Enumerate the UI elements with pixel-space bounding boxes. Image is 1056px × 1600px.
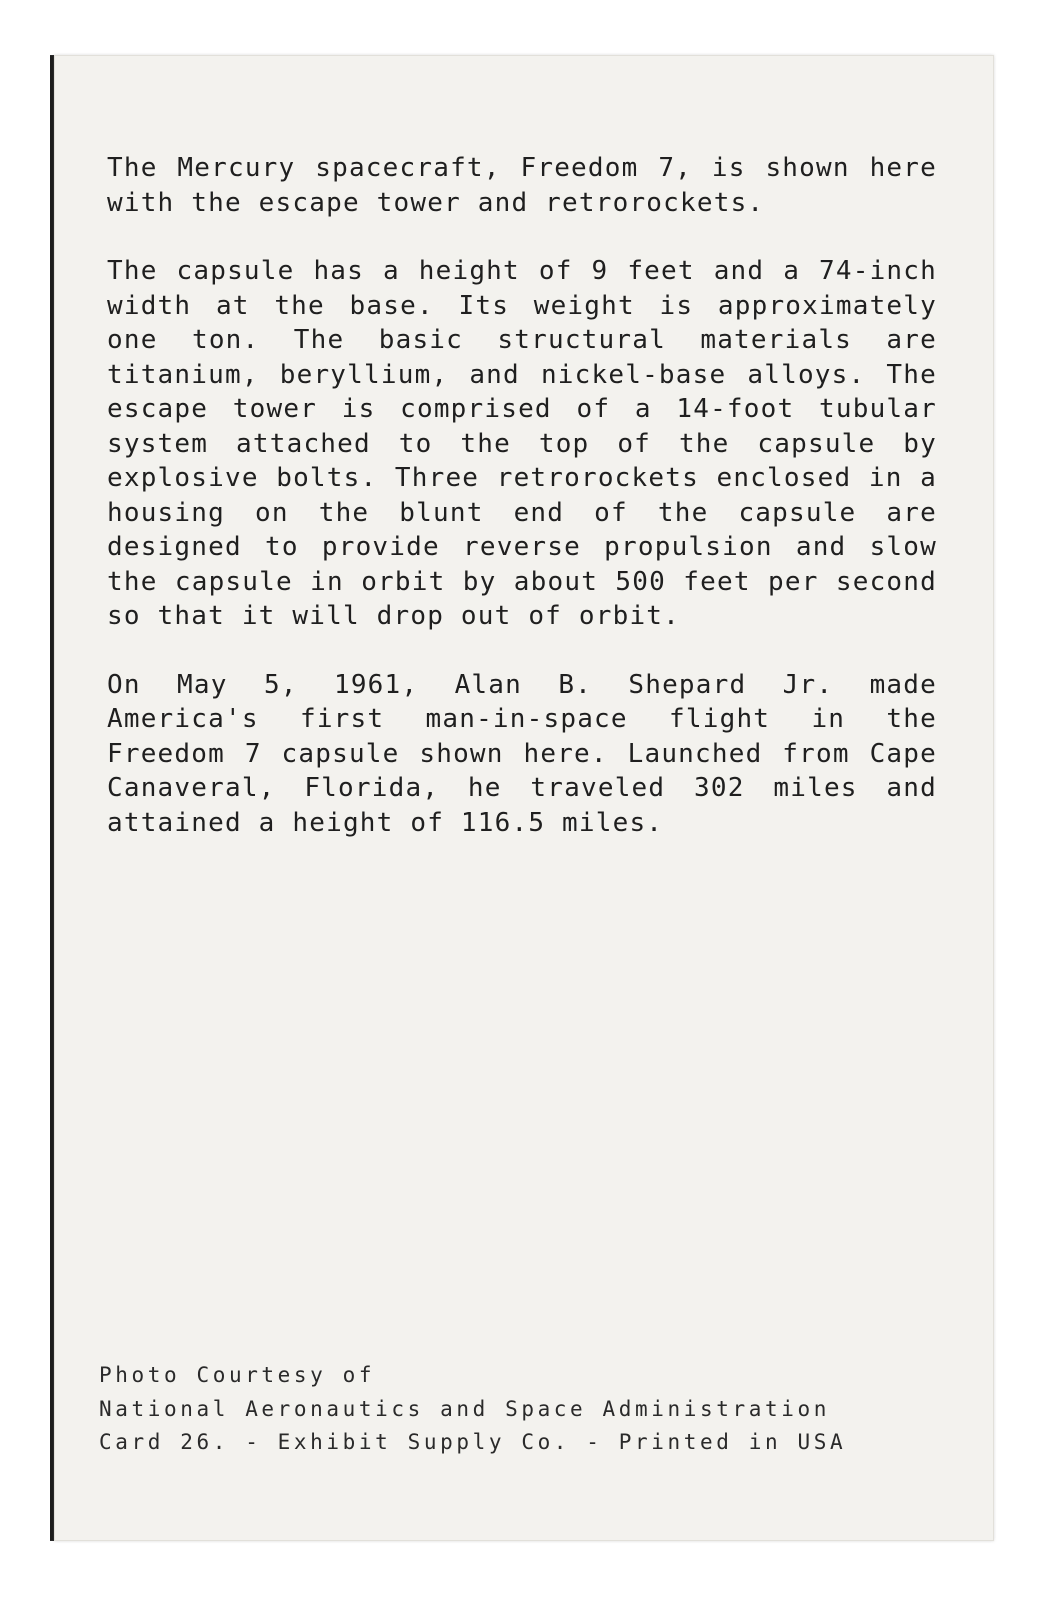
photo-courtesy-label: Photo Courtesy of (99, 1363, 376, 1387)
paragraph-capsule-specs: The capsule has a height of 9 feet and a 74-inch width at the base. Its weight is approximately one ton. The basic structural materials are titanium, beryllium, and nickel-base alloys. The escape tower is comprised of a 14-foot tubular system attached to the top of the capsule by explosive bolts. Three retrorockets enclosed in a housing on the blunt end of the capsule are designed to provide reverse propulsion and slow the capsule in orbit by about 500 feet per second so that it will drop out of orbit. (107, 256, 937, 631)
nasa-credit: National Aeronautics and Space Administration (99, 1396, 830, 1421)
trading-card-back (54, 55, 994, 1541)
card-credits (99, 1359, 939, 1460)
paragraph-intro: The Mercury spacecraft, Freedom 7, is shown here with the escape tower and retrorockets. (107, 153, 937, 218)
card-description (107, 151, 937, 840)
card-number-publisher: Card 26. - Exhibit Supply Co. - Printed in USA (99, 1430, 847, 1454)
paragraph-shepard-flight: On May 5, 1961, Alan B. Shepard Jr. made America's first man-in-space flight in the Freedom 7 capsule shown here. Launched from Cape Canaveral, Florida, he traveled 302 miles and attained a height of 116.5 miles. (107, 669, 937, 838)
